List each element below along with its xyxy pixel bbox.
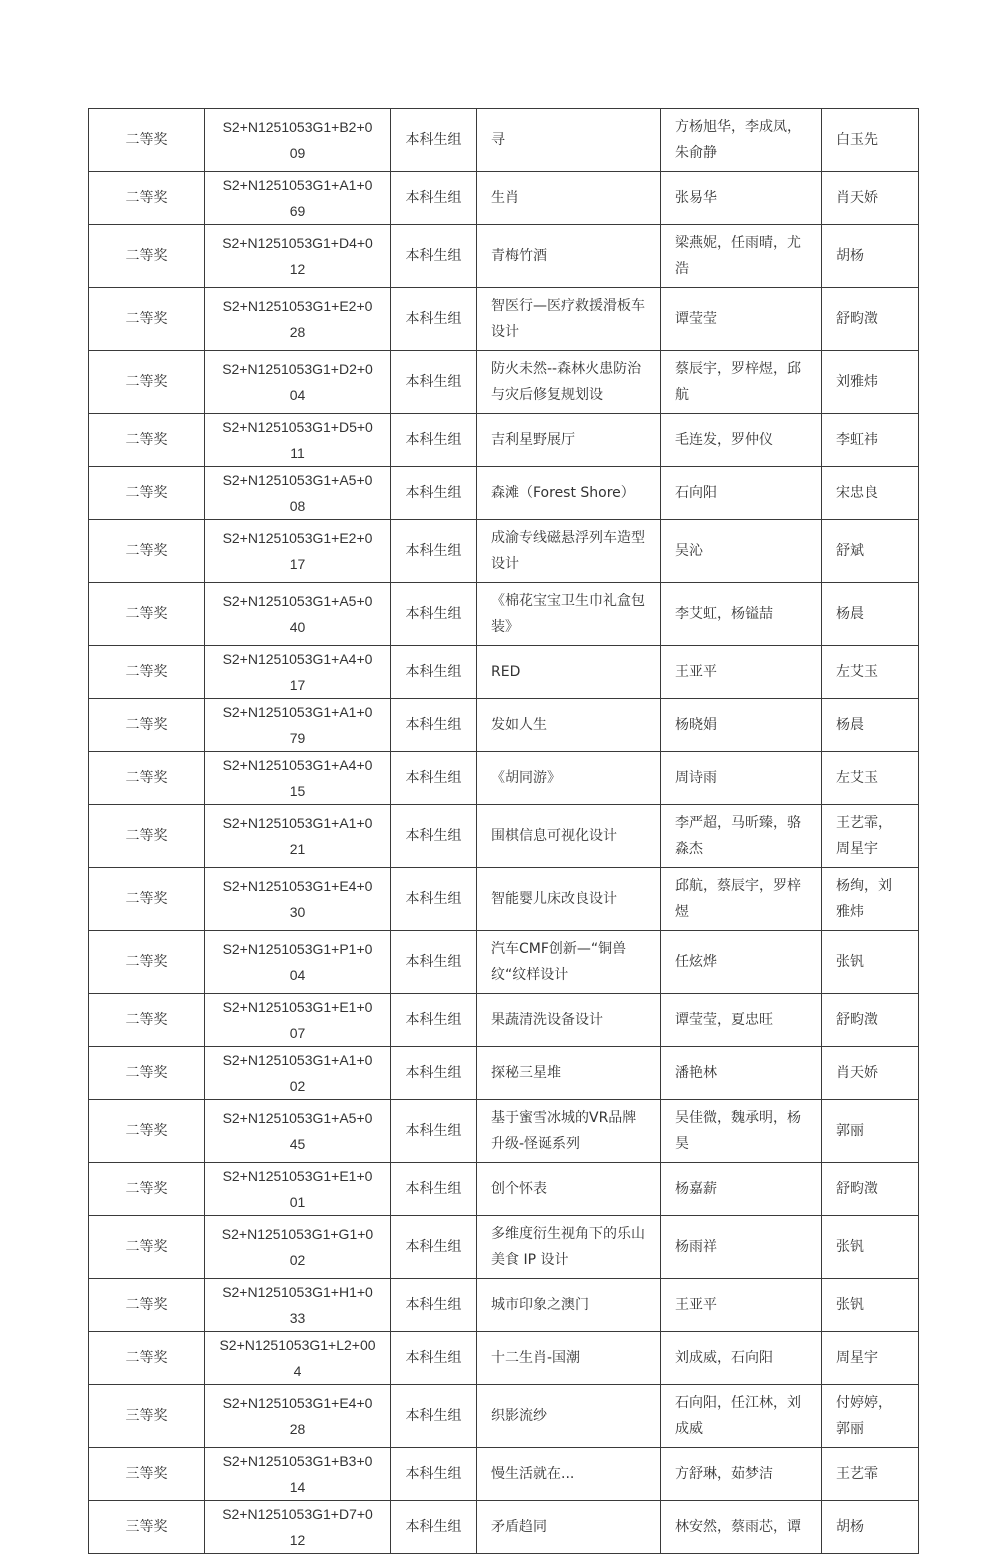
entry-code-cell: S2+N1251053G1+G1+002	[205, 1216, 391, 1279]
entry-code-cell: S2+N1251053G1+D2+004	[205, 351, 391, 414]
group-cell: 本科生组	[391, 1100, 477, 1163]
entry-code-cell: S2+N1251053G1+A1+079	[205, 699, 391, 752]
award-level-cell: 二等奖	[89, 1332, 205, 1385]
award-level-cell: 二等奖	[89, 994, 205, 1047]
authors-cell: 石向阳	[661, 467, 822, 520]
group-cell: 本科生组	[391, 994, 477, 1047]
entry-code-cell: S2+N1251053G1+A1+002	[205, 1047, 391, 1100]
table-row	[89, 931, 919, 994]
entry-code-cell: S2+N1251053G1+A1+021	[205, 805, 391, 868]
table-row	[89, 1279, 919, 1332]
advisor-cell: 左艾玉	[822, 752, 919, 805]
authors-cell: 梁燕妮，任雨晴，尤浩	[661, 225, 822, 288]
awards-table-body	[89, 109, 919, 1554]
authors-cell: 吴佳微，魏承明，杨昊	[661, 1100, 822, 1163]
advisor-cell: 张钒	[822, 931, 919, 994]
authors-cell: 吴沁	[661, 520, 822, 583]
group-cell: 本科生组	[391, 1501, 477, 1554]
award-level-cell: 二等奖	[89, 414, 205, 467]
work-title-cell: 十二生肖-国潮	[477, 1332, 661, 1385]
authors-cell: 谭莹莹，夏忠旺	[661, 994, 822, 1047]
group-cell: 本科生组	[391, 109, 477, 172]
authors-cell: 毛连发，罗仲仪	[661, 414, 822, 467]
work-title-cell: 慢生活就在...	[477, 1448, 661, 1501]
advisor-cell: 杨晨	[822, 583, 919, 646]
entry-code-cell: S2+N1251053G1+D5+011	[205, 414, 391, 467]
table-row	[89, 752, 919, 805]
table-row	[89, 699, 919, 752]
work-title-cell: 围棋信息可视化设计	[477, 805, 661, 868]
advisor-cell: 肖天娇	[822, 172, 919, 225]
table-row	[89, 1385, 919, 1448]
advisor-cell: 肖天娇	[822, 1047, 919, 1100]
award-level-cell: 二等奖	[89, 699, 205, 752]
award-level-cell: 二等奖	[89, 109, 205, 172]
work-title-cell: RED	[477, 646, 661, 699]
work-title-cell: 智能婴儿床改良设计	[477, 868, 661, 931]
advisor-cell: 郭丽	[822, 1100, 919, 1163]
group-cell: 本科生组	[391, 172, 477, 225]
entry-code-cell: S2+N1251053G1+D4+012	[205, 225, 391, 288]
group-cell: 本科生组	[391, 1163, 477, 1216]
authors-cell: 方舒琳，茹梦洁	[661, 1448, 822, 1501]
group-cell: 本科生组	[391, 467, 477, 520]
award-level-cell: 二等奖	[89, 805, 205, 868]
award-level-cell: 二等奖	[89, 1100, 205, 1163]
award-level-cell: 二等奖	[89, 1279, 205, 1332]
table-row	[89, 109, 919, 172]
work-title-cell: 织影流纱	[477, 1385, 661, 1448]
group-cell: 本科生组	[391, 520, 477, 583]
awards-table	[88, 108, 919, 1554]
group-cell: 本科生组	[391, 699, 477, 752]
work-title-cell: 发如人生	[477, 699, 661, 752]
work-title-cell: 果蔬清洗设备设计	[477, 994, 661, 1047]
authors-cell: 潘艳林	[661, 1047, 822, 1100]
group-cell: 本科生组	[391, 414, 477, 467]
work-title-cell: 汽车CMF创新—“铜兽纹“纹样设计	[477, 931, 661, 994]
work-title-cell: 青梅竹酒	[477, 225, 661, 288]
authors-cell: 方杨旭华，李成凤，朱俞静	[661, 109, 822, 172]
work-title-cell: 城市印象之澳门	[477, 1279, 661, 1332]
table-row	[89, 520, 919, 583]
table-row	[89, 288, 919, 351]
advisor-cell: 周星宇	[822, 1332, 919, 1385]
entry-code-cell: S2+N1251053G1+A5+045	[205, 1100, 391, 1163]
award-level-cell: 三等奖	[89, 1501, 205, 1554]
authors-cell: 王亚平	[661, 1279, 822, 1332]
entry-code-cell: S2+N1251053G1+E2+028	[205, 288, 391, 351]
group-cell: 本科生组	[391, 1332, 477, 1385]
work-title-cell: 矛盾趋同	[477, 1501, 661, 1554]
work-title-cell: 《胡同游》	[477, 752, 661, 805]
table-row	[89, 225, 919, 288]
table-row	[89, 646, 919, 699]
authors-cell: 王亚平	[661, 646, 822, 699]
authors-cell: 李严超，马昕臻，骆淼杰	[661, 805, 822, 868]
table-row	[89, 583, 919, 646]
award-level-cell: 二等奖	[89, 288, 205, 351]
authors-cell: 张易华	[661, 172, 822, 225]
award-level-cell: 三等奖	[89, 1385, 205, 1448]
advisor-cell: 付婷婷，郭丽	[822, 1385, 919, 1448]
work-title-cell: 防火未然--森林火患防治与灾后修复规划设	[477, 351, 661, 414]
advisor-cell: 白玉先	[822, 109, 919, 172]
award-level-cell: 二等奖	[89, 520, 205, 583]
entry-code-cell: S2+N1251053G1+H1+033	[205, 1279, 391, 1332]
authors-cell: 蔡辰宇，罗梓煜，邱航	[661, 351, 822, 414]
group-cell: 本科生组	[391, 1279, 477, 1332]
group-cell: 本科生组	[391, 805, 477, 868]
table-row	[89, 994, 919, 1047]
authors-cell: 谭莹莹	[661, 288, 822, 351]
work-title-cell: 成渝专线磁悬浮列车造型设计	[477, 520, 661, 583]
award-level-cell: 二等奖	[89, 225, 205, 288]
entry-code-cell: S2+N1251053G1+E4+028	[205, 1385, 391, 1448]
group-cell: 本科生组	[391, 288, 477, 351]
award-level-cell: 二等奖	[89, 1047, 205, 1100]
advisor-cell: 宋忠良	[822, 467, 919, 520]
award-level-cell: 二等奖	[89, 868, 205, 931]
table-row	[89, 467, 919, 520]
table-row	[89, 351, 919, 414]
entry-code-cell: S2+N1251053G1+E1+001	[205, 1163, 391, 1216]
group-cell: 本科生组	[391, 351, 477, 414]
group-cell: 本科生组	[391, 1385, 477, 1448]
group-cell: 本科生组	[391, 752, 477, 805]
award-level-cell: 二等奖	[89, 172, 205, 225]
award-level-cell: 二等奖	[89, 1216, 205, 1279]
work-title-cell: 智医行—医疗救援滑板车设计	[477, 288, 661, 351]
authors-cell: 周诗雨	[661, 752, 822, 805]
advisor-cell: 舒畇澂	[822, 288, 919, 351]
entry-code-cell: S2+N1251053G1+L2+004	[205, 1332, 391, 1385]
authors-cell: 杨雨祥	[661, 1216, 822, 1279]
work-title-cell: 《棉花宝宝卫生巾礼盒包装》	[477, 583, 661, 646]
table-row	[89, 1448, 919, 1501]
advisor-cell: 杨晨	[822, 699, 919, 752]
entry-code-cell: S2+N1251053G1+A4+015	[205, 752, 391, 805]
authors-cell: 邱航，蔡辰宇，罗梓煜	[661, 868, 822, 931]
award-level-cell: 二等奖	[89, 351, 205, 414]
entry-code-cell: S2+N1251053G1+E4+030	[205, 868, 391, 931]
authors-cell: 石向阳，任江林，刘成威	[661, 1385, 822, 1448]
group-cell: 本科生组	[391, 1448, 477, 1501]
advisor-cell: 胡杨	[822, 225, 919, 288]
work-title-cell: 吉利星野展厅	[477, 414, 661, 467]
advisor-cell: 杨绚，刘雅炜	[822, 868, 919, 931]
entry-code-cell: S2+N1251053G1+A1+069	[205, 172, 391, 225]
entry-code-cell: S2+N1251053G1+E2+017	[205, 520, 391, 583]
table-row	[89, 805, 919, 868]
award-level-cell: 二等奖	[89, 1163, 205, 1216]
entry-code-cell: S2+N1251053G1+A4+017	[205, 646, 391, 699]
table-row	[89, 1501, 919, 1554]
advisor-cell: 李虹祎	[822, 414, 919, 467]
advisor-cell: 左艾玉	[822, 646, 919, 699]
award-level-cell: 二等奖	[89, 646, 205, 699]
entry-code-cell: S2+N1251053G1+B3+014	[205, 1448, 391, 1501]
entry-code-cell: S2+N1251053G1+P1+004	[205, 931, 391, 994]
award-level-cell: 二等奖	[89, 583, 205, 646]
table-row	[89, 172, 919, 225]
table-row	[89, 1332, 919, 1385]
advisor-cell: 胡杨	[822, 1501, 919, 1554]
authors-cell: 刘成威，石向阳	[661, 1332, 822, 1385]
authors-cell: 任炫烨	[661, 931, 822, 994]
work-title-cell: 森滩（Forest Shore）	[477, 467, 661, 520]
advisor-cell: 张钒	[822, 1279, 919, 1332]
table-row	[89, 868, 919, 931]
group-cell: 本科生组	[391, 1047, 477, 1100]
advisor-cell: 王艺霏，周星宇	[822, 805, 919, 868]
table-row	[89, 1047, 919, 1100]
group-cell: 本科生组	[391, 583, 477, 646]
group-cell: 本科生组	[391, 225, 477, 288]
authors-cell: 李艾虹，杨镒喆	[661, 583, 822, 646]
award-level-cell: 二等奖	[89, 467, 205, 520]
authors-cell: 杨嘉薪	[661, 1163, 822, 1216]
entry-code-cell: S2+N1251053G1+B2+009	[205, 109, 391, 172]
advisor-cell: 舒斌	[822, 520, 919, 583]
work-title-cell: 生肖	[477, 172, 661, 225]
entry-code-cell: S2+N1251053G1+E1+007	[205, 994, 391, 1047]
group-cell: 本科生组	[391, 868, 477, 931]
group-cell: 本科生组	[391, 1216, 477, 1279]
entry-code-cell: S2+N1251053G1+D7+012	[205, 1501, 391, 1554]
authors-cell: 杨晓娟	[661, 699, 822, 752]
authors-cell: 林安然，蔡雨芯，谭	[661, 1501, 822, 1554]
table-row	[89, 1216, 919, 1279]
work-title-cell: 探秘三星堆	[477, 1047, 661, 1100]
advisor-cell: 舒畇澂	[822, 994, 919, 1047]
work-title-cell: 多维度衍生视角下的乐山美食 IP 设计	[477, 1216, 661, 1279]
work-title-cell: 基于蜜雪冰城的VR品牌升级-怪诞系列	[477, 1100, 661, 1163]
table-row	[89, 1163, 919, 1216]
entry-code-cell: S2+N1251053G1+A5+008	[205, 467, 391, 520]
award-level-cell: 三等奖	[89, 1448, 205, 1501]
advisor-cell: 张钒	[822, 1216, 919, 1279]
advisor-cell: 舒畇澂	[822, 1163, 919, 1216]
award-level-cell: 二等奖	[89, 752, 205, 805]
work-title-cell: 寻	[477, 109, 661, 172]
table-row	[89, 414, 919, 467]
advisor-cell: 刘雅炜	[822, 351, 919, 414]
work-title-cell: 创个怀表	[477, 1163, 661, 1216]
table-row	[89, 1100, 919, 1163]
advisor-cell: 王艺霏	[822, 1448, 919, 1501]
group-cell: 本科生组	[391, 931, 477, 994]
entry-code-cell: S2+N1251053G1+A5+040	[205, 583, 391, 646]
award-level-cell: 二等奖	[89, 931, 205, 994]
group-cell: 本科生组	[391, 646, 477, 699]
